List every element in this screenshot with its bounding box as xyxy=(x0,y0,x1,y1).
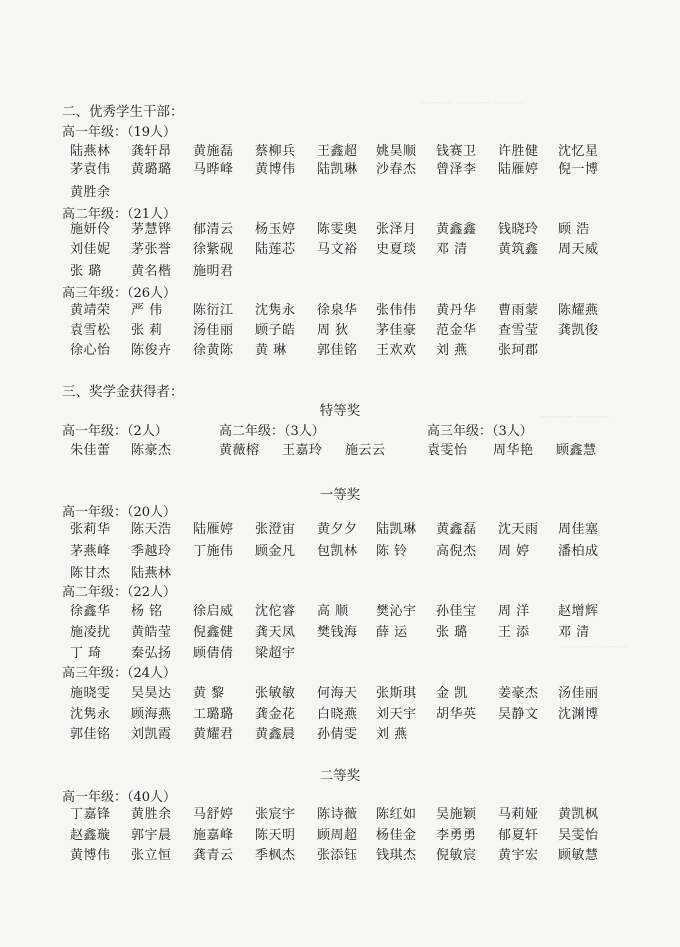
student-name: 周华艳 xyxy=(493,443,534,458)
student-name: 沈隽永 xyxy=(70,707,111,722)
student-name: 周佳塞 xyxy=(558,522,599,537)
student-name: 徐黄陈 xyxy=(193,343,234,358)
student-name: 黄璐璐 xyxy=(131,162,172,177)
student-name: 顾金凡 xyxy=(255,544,296,559)
student-name: 茅佳豪 xyxy=(376,323,417,338)
student-name: 潘柏成 xyxy=(558,544,599,559)
student-name: 陈雯奥 xyxy=(317,222,358,237)
student-name: 顾鑫慧 xyxy=(556,443,597,458)
student-name: 陆燕林 xyxy=(131,566,172,581)
student-name: 王 添 xyxy=(498,625,530,640)
student-name: 张珂郡 xyxy=(498,343,539,358)
student-name: 沈渊博 xyxy=(558,707,599,722)
student-name: 黄胜余 xyxy=(131,807,172,822)
student-name: 曹雨蒙 xyxy=(498,303,539,318)
student-name: 顾敏慧 xyxy=(558,848,599,863)
grade-label: 高一年级：（40人） xyxy=(62,790,177,805)
student-name: 周 婷 xyxy=(498,544,530,559)
student-name: 陈甘杰 xyxy=(70,566,111,581)
student-name: 龚轩昂 xyxy=(131,144,172,159)
award-title: 特等奖 xyxy=(319,403,361,419)
student-name: 钱赛卫 xyxy=(436,144,477,159)
student-name: 史夏琰 xyxy=(376,242,417,257)
grade-label: 高三年级：（24人） xyxy=(62,666,177,681)
student-name: 张伟伟 xyxy=(376,303,417,318)
student-name: 黄夕夕 xyxy=(317,522,358,537)
student-name: 黄丹华 xyxy=(436,303,477,318)
student-name: 黄宇宏 xyxy=(498,848,539,863)
student-name: 顾子皓 xyxy=(255,323,296,338)
student-name: 施妍伶 xyxy=(70,222,111,237)
student-name: 龚青云 xyxy=(193,848,234,863)
student-name: 龚凯俊 xyxy=(558,323,599,338)
student-name: 白晓燕 xyxy=(317,707,358,722)
student-name: 丁施伟 xyxy=(193,544,234,559)
student-name: 吴雯怡 xyxy=(558,828,599,843)
student-name: 钱琪杰 xyxy=(376,848,417,863)
student-name: 马晔峰 xyxy=(193,162,234,177)
student-name: 黄博伟 xyxy=(70,848,111,863)
student-name: 蔡柳兵 xyxy=(255,144,296,159)
student-name: 孙倩雯 xyxy=(317,727,358,742)
student-name: 倪鑫健 xyxy=(193,625,234,640)
student-name: 范金华 xyxy=(436,323,477,338)
student-name: 施明君 xyxy=(193,264,234,279)
section-heading: 二、优秀学生干部： xyxy=(62,104,184,120)
student-name: 周 洋 xyxy=(498,604,530,619)
student-name: 张立恒 xyxy=(131,848,172,863)
student-name: 樊沁宇 xyxy=(376,604,417,619)
student-name: 丁 琦 xyxy=(70,646,102,661)
grade-label: 高二年级：（3人） xyxy=(219,424,325,439)
student-name: 陆凯琳 xyxy=(317,162,358,177)
student-name: 陈俊卉 xyxy=(131,343,172,358)
grade-label: 高二年级：（21人） xyxy=(62,207,177,222)
student-name: 严 伟 xyxy=(131,303,163,318)
student-name: 张斯琪 xyxy=(376,686,417,701)
student-name: 马文裕 xyxy=(317,242,358,257)
student-name: 张 璐 xyxy=(70,264,102,279)
student-name: 陆燕林 xyxy=(70,144,111,159)
student-name: 沈忆星 xyxy=(558,144,599,159)
student-name: 赵鑫璇 xyxy=(70,828,111,843)
student-name: 杨玉婷 xyxy=(255,222,296,237)
student-name: 吴施颖 xyxy=(436,807,477,822)
student-name: 顾倩倩 xyxy=(193,646,234,661)
student-name: 许胜健 xyxy=(498,144,539,159)
student-name: 施晓雯 xyxy=(70,686,111,701)
student-name: 包凯林 xyxy=(317,544,358,559)
student-name: 陈天明 xyxy=(255,828,296,843)
student-name: 黄鑫晨 xyxy=(255,727,296,742)
student-name: 黄 黎 xyxy=(193,686,225,701)
student-name: 倪一博 xyxy=(558,162,599,177)
grade-label: 高一年级：（2人） xyxy=(62,424,168,439)
student-name: 黄皓莹 xyxy=(131,625,172,640)
student-name: 龚金花 xyxy=(255,707,296,722)
student-name: 曾泽李 xyxy=(436,162,477,177)
student-name: 黄筑鑫 xyxy=(498,242,539,257)
student-name: 沙春杰 xyxy=(376,162,417,177)
student-name: 徐启威 xyxy=(193,604,234,619)
student-name: 施云云 xyxy=(345,443,386,458)
student-name: 刘天宇 xyxy=(376,707,417,722)
student-name: 黄靖荣 xyxy=(70,303,111,318)
student-name: 王嘉玲 xyxy=(282,443,323,458)
student-name: 吴静文 xyxy=(498,707,539,722)
student-name: 陆凯琳 xyxy=(376,522,417,537)
student-name: 马舒婷 xyxy=(193,807,234,822)
student-name: 施凌扰 xyxy=(70,625,111,640)
grade-label: 高三年级：（3人） xyxy=(427,424,533,439)
student-name: 周天威 xyxy=(558,242,599,257)
student-name: 朱佳蕾 xyxy=(70,443,111,458)
student-name: 徐心怡 xyxy=(70,343,111,358)
student-name: 郁夏轩 xyxy=(498,828,539,843)
student-name: 袁雯怡 xyxy=(427,443,468,458)
student-name: 秦弘扬 xyxy=(131,646,172,661)
student-name: 陈耀燕 xyxy=(558,303,599,318)
student-name: 龚天凤 xyxy=(255,625,296,640)
student-name: 刘佳妮 xyxy=(70,242,111,257)
student-name: 陆莲芯 xyxy=(255,242,296,257)
student-name: 黄凯枫 xyxy=(558,807,599,822)
student-name: 张 莉 xyxy=(131,323,163,338)
student-name: 何海天 xyxy=(317,686,358,701)
student-name: 钱晓玲 xyxy=(498,222,539,237)
student-name: 刘凯霞 xyxy=(131,727,172,742)
student-name: 汤佳丽 xyxy=(193,323,234,338)
award-title: 一等奖 xyxy=(319,487,361,503)
student-name: 黄鑫磊 xyxy=(436,522,477,537)
student-name: 茅袁伟 xyxy=(70,162,111,177)
student-name: 薛 运 xyxy=(376,625,408,640)
student-name: 周 狄 xyxy=(317,323,349,338)
student-name: 邓 清 xyxy=(558,625,590,640)
student-name: 黄博伟 xyxy=(255,162,296,177)
student-name: 陈红如 xyxy=(376,807,417,822)
student-name: 陈天浩 xyxy=(131,522,172,537)
student-name: 邓 清 xyxy=(436,242,468,257)
bleed-through-mark: ——— ——— ——— xyxy=(420,96,526,109)
student-name: 徐鑫华 xyxy=(70,604,111,619)
student-name: 王欢欢 xyxy=(376,343,417,358)
student-name: 张 璐 xyxy=(436,625,468,640)
student-name: 刘 燕 xyxy=(376,727,408,742)
student-name: 张莉华 xyxy=(70,522,111,537)
student-name: 黄名楷 xyxy=(131,264,172,279)
student-name: 黄施磊 xyxy=(193,144,234,159)
student-name: 工璐璐 xyxy=(193,707,234,722)
student-name: 袁雪松 xyxy=(70,323,111,338)
student-name: 张澄宙 xyxy=(255,522,296,537)
student-name: 施嘉峰 xyxy=(193,828,234,843)
student-name: 胡华英 xyxy=(436,707,477,722)
award-title: 二等奖 xyxy=(319,768,361,784)
student-name: 陆雁婷 xyxy=(498,162,539,177)
student-name: 沈佗睿 xyxy=(255,604,296,619)
student-name: 顾 浩 xyxy=(558,222,590,237)
student-name: 陈 铃 xyxy=(376,544,408,559)
student-name: 查雪莹 xyxy=(498,323,539,338)
student-name: 高 顺 xyxy=(317,604,349,619)
student-name: 徐泉华 xyxy=(317,303,358,318)
student-name: 茅燕峰 xyxy=(70,544,111,559)
student-name: 茅慧铧 xyxy=(131,222,172,237)
student-name: 张宸宇 xyxy=(255,807,296,822)
student-name: 陈诗薇 xyxy=(317,807,358,822)
student-name: 黄薇榕 xyxy=(219,443,260,458)
student-name: 黄耀君 xyxy=(193,727,234,742)
student-name: 赵增辉 xyxy=(558,604,599,619)
student-name: 郭佳铭 xyxy=(70,727,111,742)
student-name: 刘 燕 xyxy=(436,343,468,358)
student-name: 高倪杰 xyxy=(436,544,477,559)
student-name: 马莉娅 xyxy=(498,807,539,822)
student-name: 季枫杰 xyxy=(255,848,296,863)
student-name: 杨 铭 xyxy=(131,604,163,619)
section-heading: 三、奖学金获得者： xyxy=(62,384,184,400)
grade-label: 高二年级：（22人） xyxy=(62,585,177,600)
student-name: 吴昊达 xyxy=(131,686,172,701)
student-name: 黄胜余 xyxy=(70,185,111,200)
grade-label: 高三年级：（26人） xyxy=(62,286,177,301)
student-name: 李勇勇 xyxy=(436,828,477,843)
student-name: 陈衍江 xyxy=(193,303,234,318)
student-name: 王鑫超 xyxy=(317,144,358,159)
student-name: 汤佳丽 xyxy=(558,686,599,701)
student-name: 顾海燕 xyxy=(131,707,172,722)
student-name: 黄鑫鑫 xyxy=(436,222,477,237)
student-name: 黄 琳 xyxy=(255,343,287,358)
student-name: 徐紫砚 xyxy=(193,242,234,257)
student-name: 沈天雨 xyxy=(498,522,539,537)
student-name: 郁清云 xyxy=(193,222,234,237)
student-name: 陈豪杰 xyxy=(131,443,172,458)
student-name: 郭宇晨 xyxy=(131,828,172,843)
student-name: 金 凯 xyxy=(436,686,468,701)
student-name: 郭佳铭 xyxy=(317,343,358,358)
bleed-through-mark: ——— ——— xyxy=(560,640,630,653)
bleed-through-mark: ——— ——— xyxy=(540,410,610,423)
student-name: 杨佳金 xyxy=(376,828,417,843)
student-name: 张敏敏 xyxy=(255,686,296,701)
student-name: 倪敏宸 xyxy=(436,848,477,863)
student-name: 姜豪杰 xyxy=(498,686,539,701)
student-name: 姚昊顺 xyxy=(376,144,417,159)
student-name: 孙佳宝 xyxy=(436,604,477,619)
student-name: 樊钱海 xyxy=(317,625,358,640)
student-name: 梁超宇 xyxy=(255,646,296,661)
grade-label: 高一年级：（20人） xyxy=(62,505,177,520)
student-name: 张泽月 xyxy=(376,222,417,237)
student-name: 沈隽永 xyxy=(255,303,296,318)
grade-label: 高一年级：（19人） xyxy=(62,125,177,140)
student-name: 张添钰 xyxy=(317,848,358,863)
student-name: 陆雁婷 xyxy=(193,522,234,537)
student-name: 丁嘉锋 xyxy=(70,807,111,822)
student-name: 季越玲 xyxy=(131,544,172,559)
student-name: 茅张誉 xyxy=(131,242,172,257)
student-name: 顾周超 xyxy=(317,828,358,843)
